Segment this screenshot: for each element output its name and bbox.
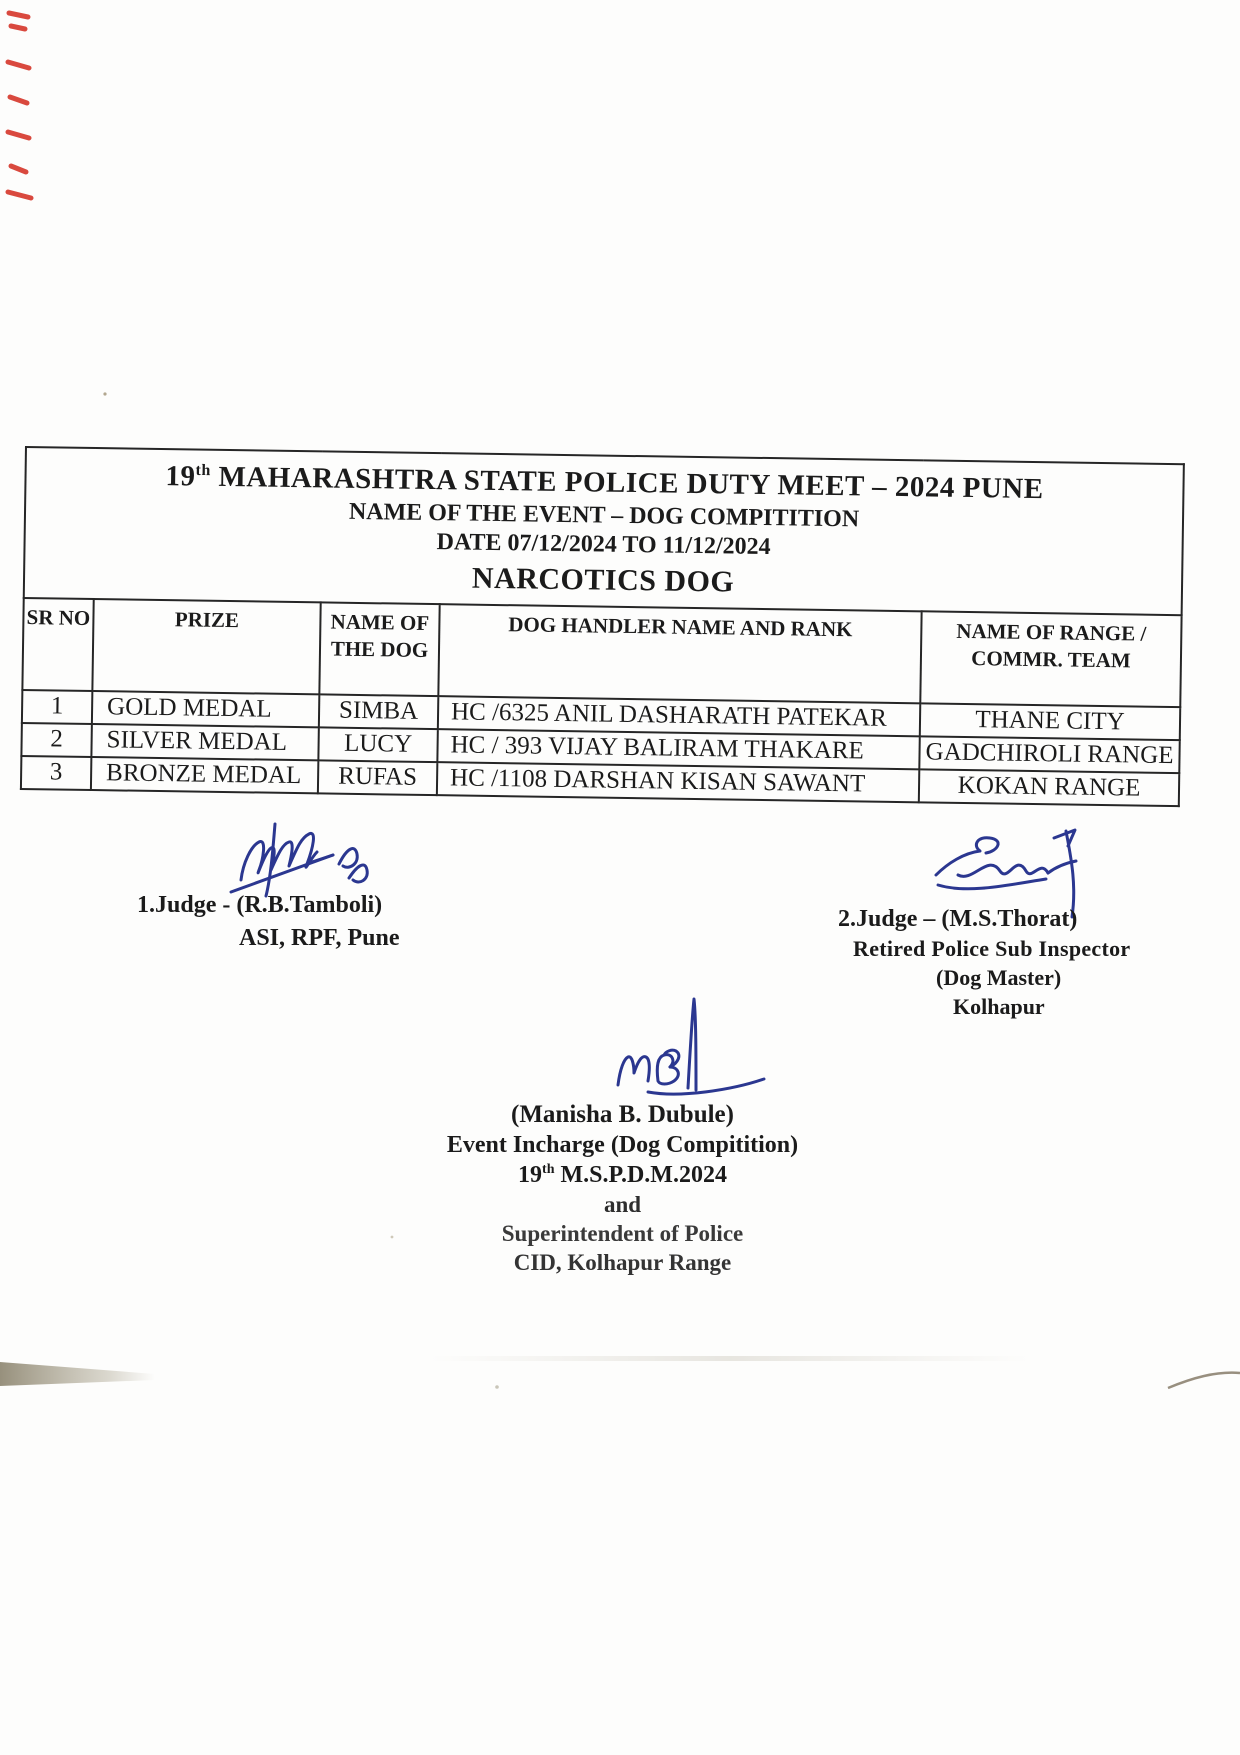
incharge-and: and	[603, 1192, 642, 1217]
judge1-name: 1.Judge - (R.B.Tamboli)	[137, 892, 383, 918]
cell-prize: GOLD MEDAL	[92, 691, 319, 727]
judge1-block	[137, 893, 399, 950]
incharge-signature	[600, 993, 785, 1101]
judge2-role: (Dog Master)	[936, 965, 1062, 990]
cell-dog: RUFAS	[318, 760, 437, 795]
header-range: NAME OF RANGE / COMMR. TEAM	[920, 611, 1181, 707]
title-number: 19	[165, 460, 196, 493]
table-header-row	[22, 598, 1181, 707]
header-sr-no: SR NO	[22, 598, 93, 691]
cell-sr: 2	[21, 723, 91, 757]
incharge-event-ordinal: th	[542, 1162, 555, 1177]
results-table-wrap	[20, 446, 1183, 807]
cell-range: GADCHIROLI RANGE	[919, 736, 1180, 773]
incharge-unit: CID, Kolhapur Range	[513, 1250, 732, 1275]
title-ordinal: th	[195, 461, 211, 480]
cell-dog: LUCY	[318, 727, 437, 762]
judge2-rank: Retired Police Sub Inspector	[853, 936, 1131, 961]
table-title-cell	[24, 447, 1184, 615]
cell-handler: HC /6325 ANIL DASHARATH PATEKAR	[438, 696, 920, 736]
incharge-event-number: 19	[518, 1162, 543, 1188]
cell-handler: HC /1108 DARSHAN KISAN SAWANT	[437, 762, 919, 802]
cell-sr: 1	[22, 690, 92, 724]
judge2-name: 2.Judge – (M.S.Thorat)	[838, 906, 1078, 932]
incharge-block	[380, 1098, 865, 1279]
header-prize: PRIZE	[92, 599, 320, 694]
judge1-signature	[213, 808, 388, 903]
judge2-city: Kolhapur	[953, 994, 1045, 1019]
cell-prize: BRONZE MEDAL	[91, 757, 318, 793]
red-pen-marks	[2, 4, 44, 209]
event-date: DATE 07/12/2024 TO 11/12/2024	[436, 529, 771, 561]
incharge-event-text: M.S.P.D.M.2024	[554, 1162, 727, 1188]
event-category: NARCOTICS DOG	[471, 561, 735, 599]
incharge-role: Event Incharge (Dog Compitition)	[446, 1132, 799, 1158]
incharge-title2: Superintendent of Police	[501, 1221, 744, 1246]
cell-prize: SILVER MEDAL	[91, 724, 318, 760]
header-handler: DOG HANDLER NAME AND RANK	[438, 604, 921, 703]
event-name: NAME OF THE EVENT – DOG COMPITITION	[348, 498, 860, 533]
incharge-name: (Manisha B. Dubule)	[511, 1101, 734, 1128]
judge1-rank: ASI, RPF, Pune	[239, 925, 400, 951]
results-table	[20, 446, 1185, 807]
cell-range: KOKAN RANGE	[919, 769, 1180, 806]
cell-handler: HC / 393 VIJAY BALIRAM THAKARE	[437, 729, 919, 769]
cell-dog: SIMBA	[319, 694, 438, 729]
cell-sr: 3	[21, 756, 91, 790]
cell-range: THANE CITY	[920, 703, 1181, 740]
table-title-row	[24, 447, 1184, 615]
incharge-event	[380, 1162, 865, 1189]
header-dog-name: NAME OF THE DOG	[319, 602, 439, 696]
title-text: MAHARASHTRA STATE POLICE DUTY MEET – 2024 PUNE	[210, 460, 1044, 506]
